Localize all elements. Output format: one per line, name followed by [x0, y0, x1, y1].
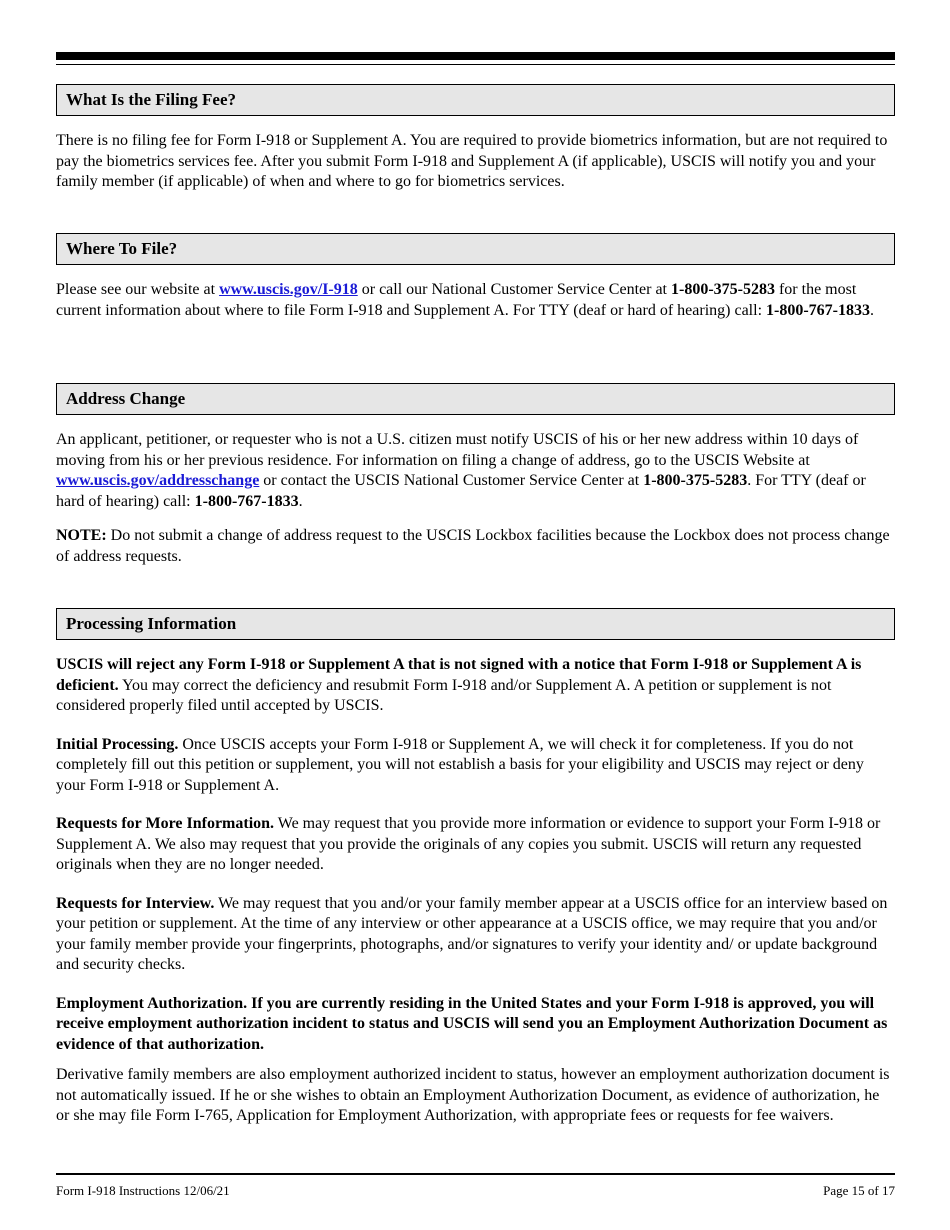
text-run: We may request that you provide more information or evidence to support your Form I-918 or Supplement A. We also may request that you provide the originals of any copies you submit. USCIS will return any requested originals when they are no longer needed. [56, 815, 881, 873]
address-change-paragraph [56, 430, 895, 512]
footer-rule [56, 1173, 895, 1175]
text-run: Please see our website at [56, 281, 220, 298]
uscis-i918-link[interactable]: www.uscis.gov/I-918 [219, 281, 358, 298]
initial-processing-paragraph [56, 735, 895, 797]
more-information-paragraph [56, 814, 895, 876]
section-where-to-file [56, 233, 895, 321]
page-number: Page 15 of 17 [823, 1183, 895, 1198]
section-heading-address-change: Address Change [56, 383, 895, 415]
section-heading-where-to-file: Where To File? [56, 233, 895, 265]
section-heading-processing-information: Processing Information [56, 608, 895, 640]
uscis-addresschange-link[interactable]: www.uscis.gov/addresschange [56, 472, 260, 489]
section-address-change [56, 383, 895, 567]
interview-paragraph [56, 894, 895, 976]
derivative-family-paragraph: Derivative family members are also employment authorized incident to status, however an employment authorization document is not automatically issued. If he or she wishes to obtain an Employment Authorization Document, as evidence of authorization, he or she may file Form I-765, Application for Employment Authorization, with appropriate fees or requests for fee waivers. [56, 1066, 890, 1124]
top-thin-rule [56, 64, 895, 65]
text-run: Once USCIS accepts your Form I-918 or Supplement A, we will check it for completeness. If you do not completely fill out this petition or supplement, you will not establish a basis for your eligibility and USCIS may reject or deny your Form I-918 or Supplement A. [56, 735, 864, 794]
section-processing-information [56, 608, 895, 1127]
text-run: or contact the USCIS National Customer Service Center at [259, 472, 644, 489]
form-edition-label: Form I-918 Instructions 12/06/21 [56, 1183, 230, 1198]
text-run: An applicant, petitioner, or requester who is not a U.S. citizen must notify USCIS of his or her new address within 10 days of moving from his or her previous residence. For information on filing a change of address, go to the USCIS Website at [56, 431, 859, 469]
text-run: . [870, 301, 874, 319]
reject-paragraph [56, 655, 895, 717]
address-change-note [56, 526, 895, 567]
more-information-label: Requests for More Information. [56, 815, 275, 832]
text-run: We may request that you and/or your family member appear at a USCIS office for an interview based on your petition or supplement. At the time of any interview or other appearance at a USCIS office, we may require that you and/or your family member provide your fingerprints, photographs, and/or signatures to verify your identity and/ or update background and security checks. [56, 894, 888, 973]
employment-authorization-paragraph: Employment Authorization. If you are currently residing in the United States and your Form I-918 is approved, you will receive employment authorization incident to status and USCIS will send you an Employment Authorization Document as evidence of that authorization. [56, 994, 888, 1053]
text-run: for the most current information about where to file Form I-918 and Supplement A. For TTY (deaf or hard of hearing) call: [56, 281, 857, 319]
filing-fee-paragraph: There is no filing fee for Form I-918 or Supplement A. You are required to provide biometrics information, but are not required to pay the biometrics services fee. After you submit Form I-918 and Supplement A (if applicable), USCIS will notify you and your family member (if applicable) of when and where to go for biometrics services. [56, 132, 888, 190]
phone-number: 1-800-375-5283 [670, 281, 775, 298]
reject-bold-text: USCIS will reject any Form I-918 or Supplement A that is not signed with a notice that Form I-918 or Supplement A is deficient. [56, 656, 862, 694]
phone-number: 1-800-375-5283 [643, 472, 748, 489]
top-thick-rule [56, 52, 895, 60]
section-filing-fee [56, 84, 895, 193]
tty-phone-number: 1-800-767-1833 [766, 301, 870, 319]
section-heading-filing-fee: What Is the Filing Fee? [56, 84, 895, 116]
note-text: Do not submit a change of address request to the USCIS Lockbox facilities because the Lockbox does not process change of address requests. [56, 527, 890, 565]
text-run: . [298, 492, 303, 510]
text-run: or call our National Customer Service Center at [357, 281, 671, 298]
initial-processing-label: Initial Processing. [56, 735, 179, 753]
text-run: You may correct the deficiency and resubmit Form I-918 and/or Supplement A. A petition or supplement is not considered properly filed until accepted by USCIS. [56, 676, 832, 714]
tty-phone-number: 1-800-767-1833 [194, 492, 299, 510]
interview-label: Requests for Interview. [56, 894, 215, 912]
where-to-file-paragraph [56, 280, 895, 321]
text-run: . For TTY (deaf or hard of hearing) call: [56, 472, 866, 510]
note-label: NOTE: [56, 527, 107, 544]
